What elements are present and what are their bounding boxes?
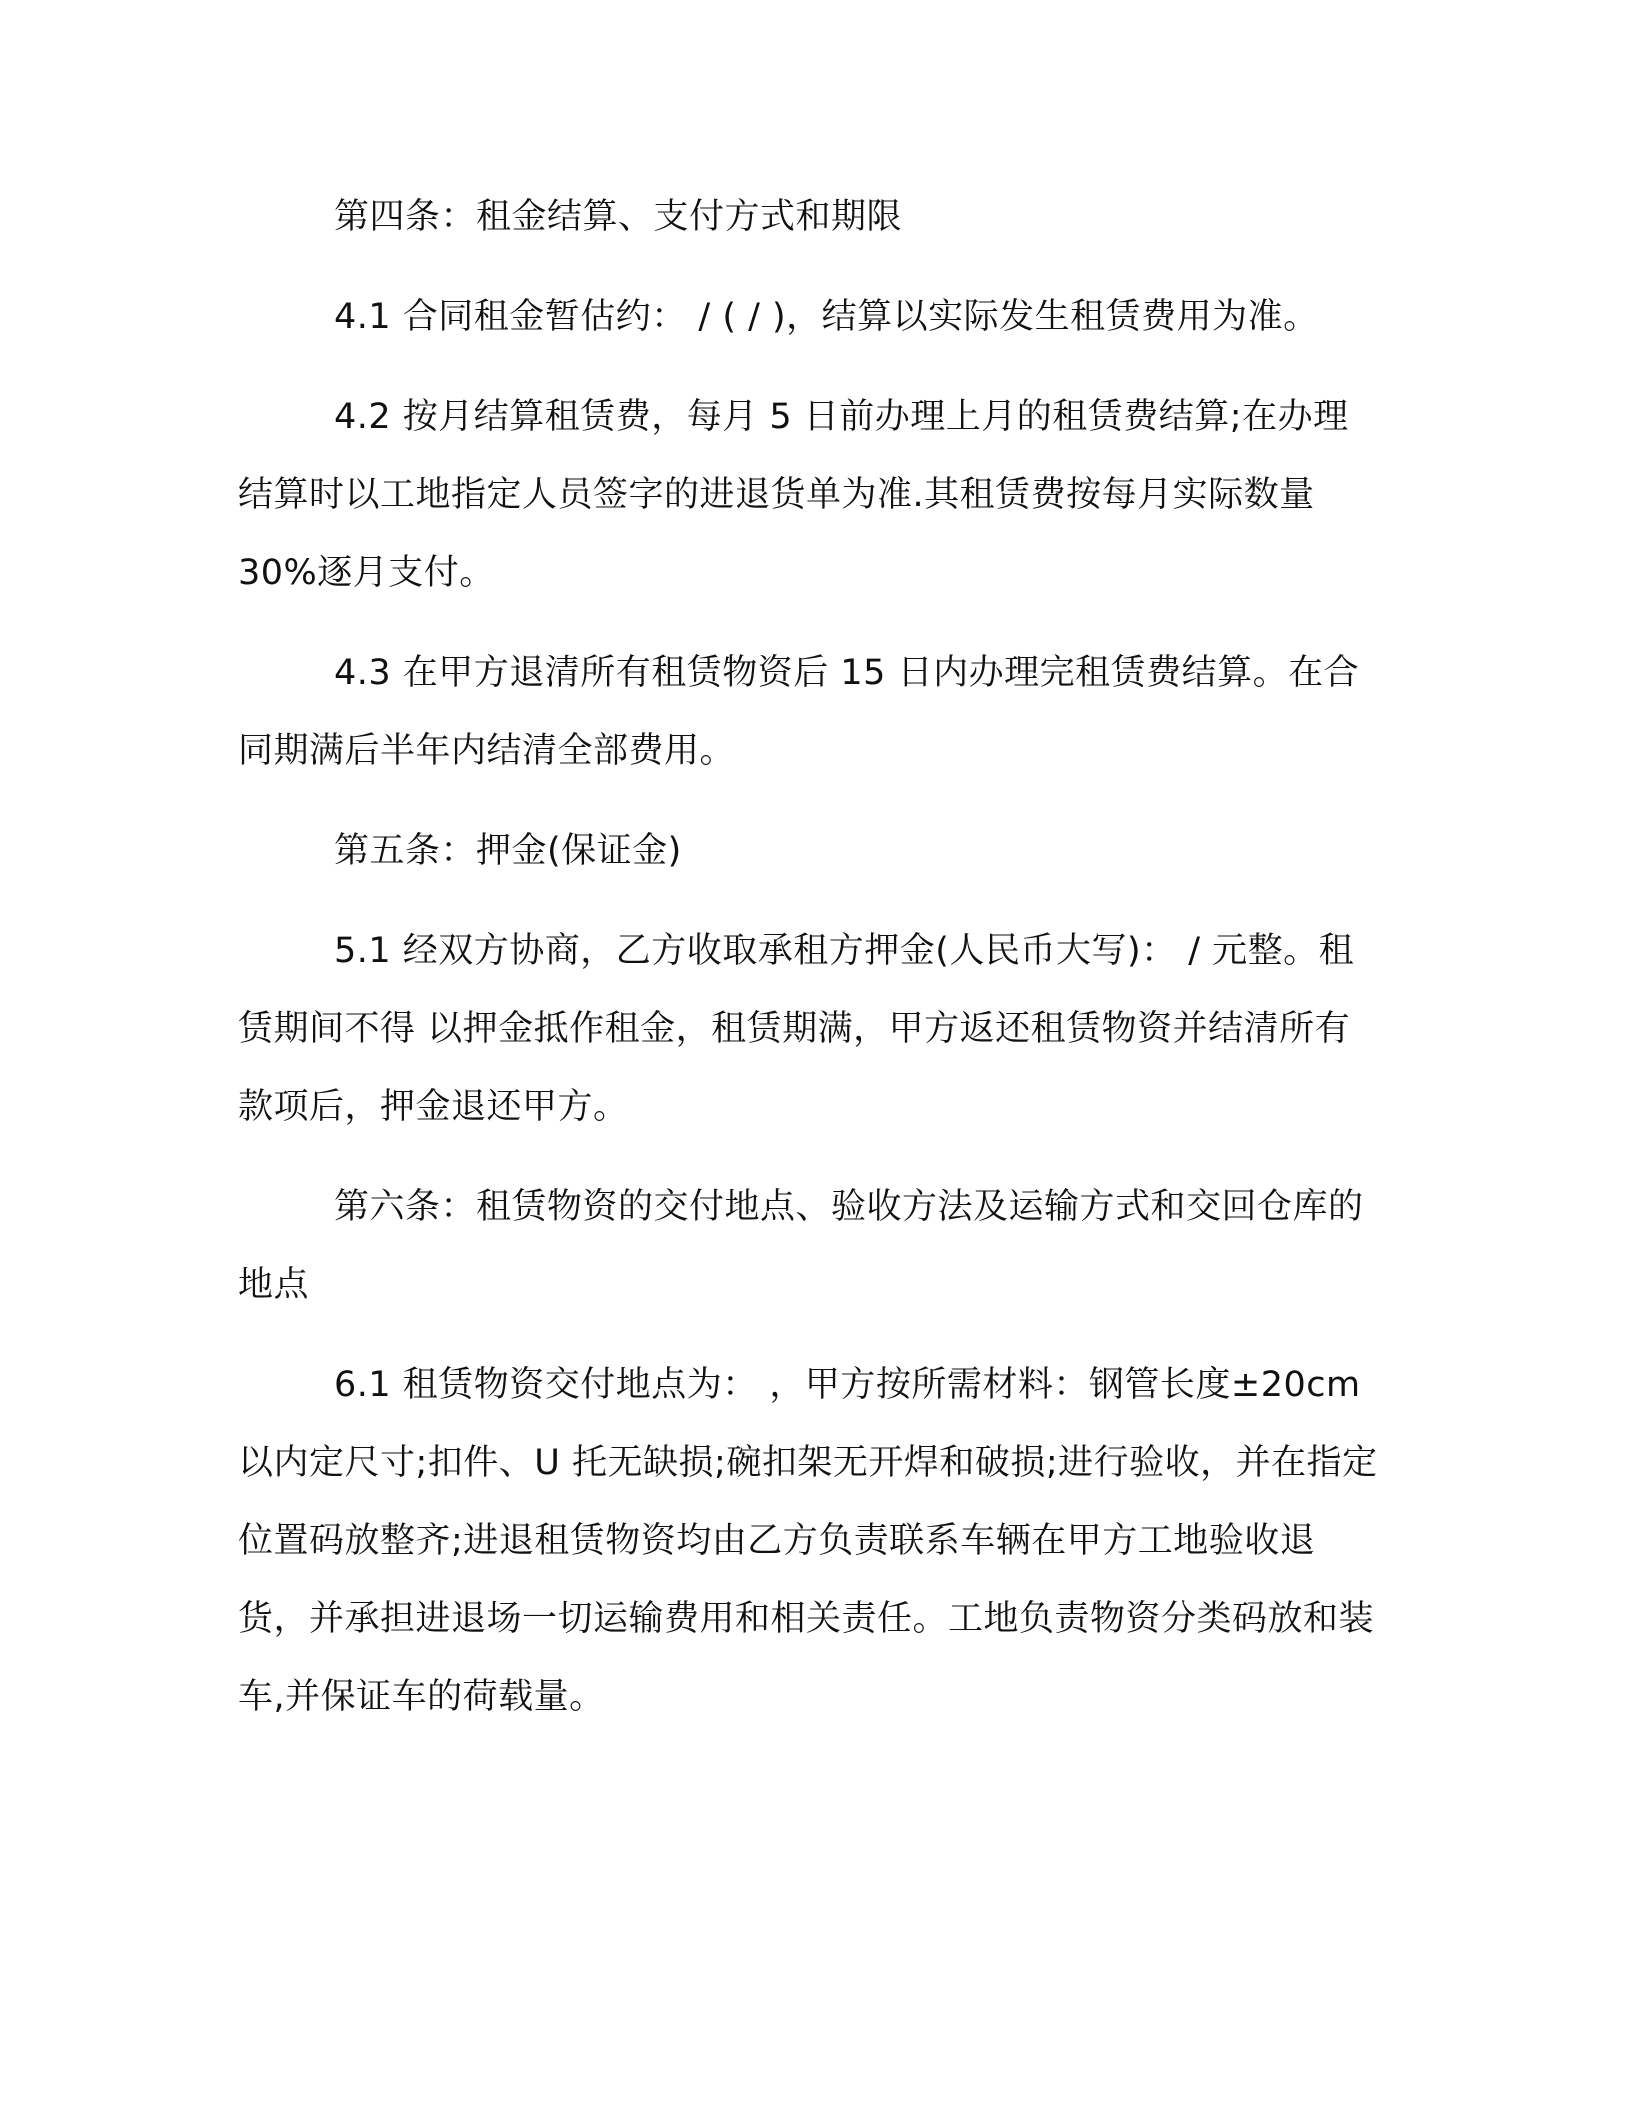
article-4-heading: 第四条：租金结算、支付方式和期限	[334, 197, 903, 237]
clause-4-2: 4.2 按月结算租赁费，每月 5 日前办理上月的租赁费结算;在办理结算时以工地指定人员签字的进退货单为准.其租赁费按每月实际数量 30%逐月支付。	[238, 397, 1349, 593]
article-6-heading: 第六条：租赁物资的交付地点、验收方法及运输方式和交回仓库的地点	[238, 1187, 1364, 1305]
article-5-heading: 第五条：押金(保证金)	[334, 831, 682, 871]
clause-4-1: 4.1 合同租金暂估约： / ( / )，结算以实际发生租赁费用为准。	[334, 297, 1319, 337]
clause-6-1: 6.1 租赁物资交付地点为： ，甲方按所需材料：钢管长度±20cm 以内定尺寸;扣件、U 托无缺损;碗扣架无开焊和破损;进行验收，并在指定位置码放整齐;进退租赁物资均由乙方负责联系车辆在甲方工地验收退货，并承担进退场一切运输费用和相关责任。工地负责物资分类码放和装车,并保证车的荷载量。	[238, 1365, 1378, 1717]
clause-4-3: 4.3 在甲方退清所有租赁物资后 15 日内办理完租赁费结算。在合同期满后半年内结清全部费用。	[238, 653, 1360, 771]
document-page	[238, 178, 1378, 1758]
clause-5-1: 5.1 经双方协商，乙方收取承租方押金(人民币大写)： / 元整。租赁期间不得 以押金抵作租金，租赁期满，甲方返还租赁物资并结清所有款项后，押金退还甲方。	[238, 931, 1355, 1127]
